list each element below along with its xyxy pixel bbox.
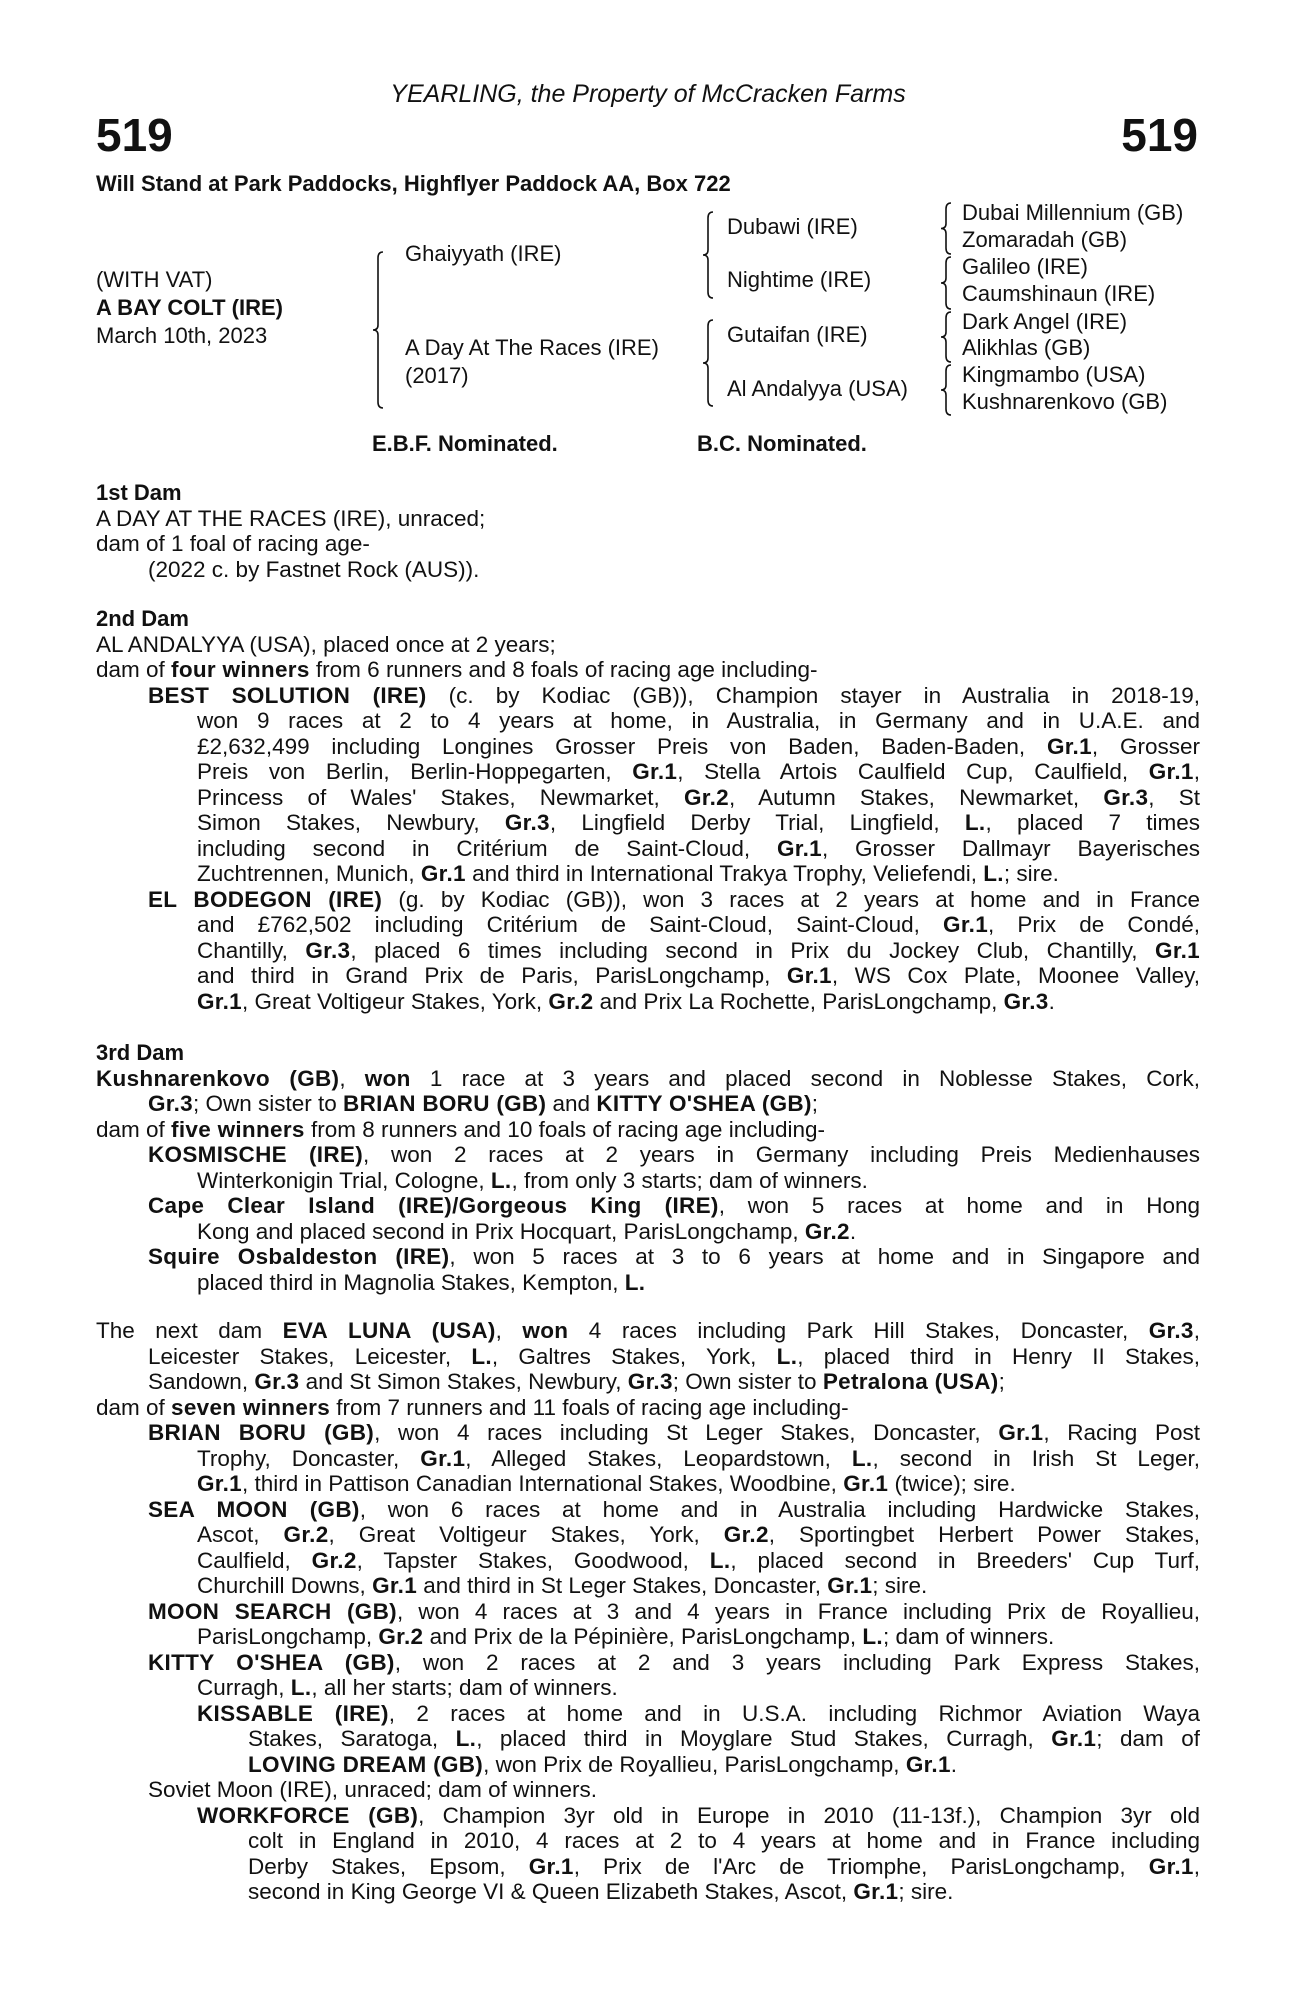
bold-text: LOVING DREAM (GB) (248, 1751, 484, 1777)
text: . (1048, 988, 1055, 1014)
text-line (197, 912, 1200, 938)
bold-text: SEA MOON (GB) (148, 1496, 360, 1522)
text: , Champion 3yr old in Europe in 2010 (11-13f.), Champion 3yr old (418, 1802, 1200, 1828)
text: The next dam (96, 1318, 283, 1343)
bold-text: Gr.1 (776, 835, 822, 861)
text: Trophy, Doncaster, (197, 1445, 421, 1471)
text-line (148, 1777, 1200, 1803)
bold-text: Gr.3 (504, 810, 550, 835)
text: ; sire. (1003, 861, 1059, 886)
text: , Prix de Condé, (988, 912, 1200, 937)
pedigree-brace-6 (941, 312, 951, 362)
bold-text: Petralona (USA) (822, 1369, 999, 1394)
bold-text: Gr.2 (311, 1547, 357, 1573)
text-line (197, 1701, 1200, 1727)
text: , Galtres Stakes, York, (491, 1343, 777, 1369)
text: (g. by Kodiac (GB)), won 3 races at 2 years at home and in France (382, 886, 1200, 912)
bold-text: Gr.2 (683, 784, 729, 810)
pedigree-gen3-7: Kingmambo (USA) (962, 362, 1146, 387)
bold-text: L. (455, 1726, 477, 1751)
text: , WS Cox Plate, Moonee Valley, (831, 963, 1200, 988)
text: , won 4 races at 3 and 4 years in France including Prix de Royallieu, (396, 1598, 1200, 1624)
bold-text: Gr.1 (1155, 937, 1200, 963)
pedigree-gen3-8: Kushnarenkovo (GB) (962, 389, 1168, 414)
bold-text: L. (964, 810, 986, 835)
text: AL ANDALYYA (USA), placed once at 2 years; (96, 631, 556, 657)
text: , won 6 races at home and in Australia including Hardwicke Stakes, (359, 1496, 1200, 1522)
text-line (96, 657, 1200, 683)
bold-text: Gr.2 (548, 988, 594, 1014)
bold-text: Gr.1 (1148, 759, 1194, 784)
bold-text: KITTY O'SHEA (GB) (596, 1091, 812, 1116)
pedigree-gen3-1: Dubai Millennium (GB) (962, 200, 1184, 225)
pedigree-dam: A Day At The Races (IRE) (405, 335, 659, 360)
bold-text: L. (851, 1445, 873, 1471)
bold-text: Gr.1 (786, 963, 832, 988)
text-line (148, 1369, 1200, 1395)
text-line (197, 1446, 1200, 1472)
text-line (96, 632, 1200, 658)
text-line (148, 1497, 1200, 1523)
text: , won 2 races at 2 and 3 years including Park Express Stakes, (394, 1649, 1200, 1675)
text: (c. by Kodiac (GB)), Champion stayer in Australia in 2018-19, (426, 682, 1200, 708)
text: . (950, 1751, 958, 1777)
text-line (197, 1548, 1200, 1574)
bold-text: Gr.2 (723, 1522, 769, 1547)
text: from 7 runners and 11 foals of racing age including- (330, 1394, 849, 1420)
bold-text: EL BODEGON (IRE) (148, 886, 383, 912)
bc-nomination: B.C. Nominated. (697, 431, 867, 456)
pedigree-brace-2 (703, 212, 713, 298)
text-line (148, 1420, 1200, 1446)
text: Churchill Downs, (197, 1573, 373, 1598)
text-line (197, 1573, 1200, 1599)
bold-text: L. (624, 1269, 646, 1295)
text-line (148, 1650, 1200, 1676)
text: , (1193, 759, 1200, 784)
bold-text: BRIAN BORU (GB) (343, 1091, 547, 1116)
text-line (248, 1726, 1200, 1752)
text: , from only 3 starts; dam of winners. (511, 1167, 868, 1193)
bold-text: BEST SOLUTION (IRE) (148, 682, 427, 708)
text: Ascot, (197, 1522, 284, 1547)
text: , Autumn Stakes, Newmarket, (728, 784, 1104, 810)
vat-label: (WITH VAT) (96, 267, 213, 292)
text: and third in International Trakya Trophy, Veliefendi, (465, 861, 984, 886)
bold-text: Gr.3 (1003, 988, 1049, 1014)
bold-text: Gr.1 (827, 1573, 873, 1598)
text-line (148, 1091, 1200, 1117)
text: placed third in Magnolia Stakes, Kempton, (197, 1269, 625, 1295)
pedigree-brace-1 (373, 252, 383, 408)
bold-text: Gr.3 (305, 937, 351, 963)
text: , all her starts; dam of winners. (311, 1675, 618, 1700)
bold-text: Squire Osbaldeston (IRE) (148, 1244, 450, 1269)
text: , Alleged Stakes, Leopardstown, (465, 1445, 852, 1471)
text: Winterkonigin Trial, Cologne, (197, 1167, 491, 1193)
bold-text: KOSMISCHE (IRE) (148, 1142, 363, 1167)
text-line (96, 531, 1200, 557)
pedigree-gen3-6: Alikhlas (GB) (962, 335, 1091, 360)
bold-text: Gr.3 (627, 1369, 673, 1394)
text: , placed 7 times (985, 810, 1200, 835)
lot-number-left: 519 (96, 109, 173, 161)
stand-location: Will Stand at Park Paddocks, Highflyer Paddock AA, Box 722 (96, 171, 731, 196)
text: Kong and placed second in Prix Hocquart, ParisLongchamp, (197, 1218, 805, 1244)
text-line (96, 1395, 1200, 1421)
pedigree-gen3-5: Dark Angel (IRE) (962, 309, 1128, 334)
text: won 9 races at 2 to 4 years at home, in Australia, in Germany and in U.A.E. and (197, 708, 1200, 733)
text: from 8 runners and 10 foals of racing age including- (304, 1116, 826, 1142)
text: Caulfield, (197, 1547, 312, 1573)
text: colt in England in 2010, 4 races at 2 to 4 years at home and in France including (248, 1828, 1200, 1853)
ebf-nomination: E.B.F. Nominated. (372, 431, 558, 456)
text-line (148, 557, 1200, 583)
text: , (339, 1065, 365, 1091)
bold-text: Gr.1 (420, 861, 466, 886)
text: dam of 1 foal of racing age- (96, 531, 370, 556)
bold-text: Gr.1 (843, 1471, 889, 1496)
pedigree-sire-dam: Nightime (IRE) (727, 267, 872, 292)
text: Derby Stakes, Epsom, (248, 1853, 529, 1879)
pedigree-brace-4 (941, 203, 951, 254)
text-line (96, 1318, 1200, 1344)
bold-text: KISSABLE (IRE) (197, 1700, 389, 1726)
text: , won 5 races at 3 to 6 years at home and in Singapore and (449, 1244, 1200, 1269)
text: and third in Grand Prix de Paris, ParisLongchamp, (197, 963, 787, 988)
pedigree-sire-sire: Dubawi (IRE) (727, 214, 858, 239)
bold-text: Gr.1 (197, 988, 242, 1014)
pedigree-dam-dam: Al Andalyya (USA) (727, 376, 908, 401)
catalogue-title: YEARLING, the Property of McCracken Farms (390, 80, 906, 108)
text: and £762,502 including Critérium de Saint-Cloud, Saint-Cloud, (197, 912, 944, 937)
text: , (1193, 1853, 1200, 1879)
bold-text: L. (709, 1547, 731, 1573)
text: dam of (96, 1394, 172, 1420)
text-line (197, 1624, 1200, 1650)
text-line (197, 1270, 1200, 1296)
text-line (197, 759, 1200, 785)
text: and (546, 1091, 597, 1116)
text: , Great Voltigeur Stakes, York, (241, 988, 549, 1014)
text: , won 2 races at 2 years in Germany including Preis Medienhauses (363, 1142, 1200, 1167)
text: , (495, 1318, 523, 1343)
text-line (197, 1522, 1200, 1548)
text-line (96, 1066, 1200, 1092)
text: £2,632,499 including Longines Grosser Preis von Baden, Baden-Baden, (197, 733, 1047, 759)
text-line (148, 683, 1200, 709)
bold-text: seven winners (171, 1394, 331, 1420)
text-line (148, 1599, 1200, 1625)
text: . (849, 1218, 857, 1244)
text: including second in Critérium de Saint-Cloud, (197, 835, 777, 861)
bold-text: four winners (171, 657, 310, 682)
text: , Sportingbet Herbert Power Stakes, (768, 1522, 1200, 1547)
text: , Great Voltigeur Stakes, York, (328, 1522, 724, 1547)
text: 4 races including Park Hill Stakes, Doncaster, (568, 1318, 1149, 1343)
text: Princess of Wales' Stakes, Newmarket, (197, 784, 684, 810)
bold-text: Kushnarenkovo (GB) (96, 1065, 340, 1091)
text-line (197, 861, 1200, 887)
text: dam of (96, 657, 172, 682)
pedigree-dam-year: (2017) (405, 363, 469, 388)
text: , third in Pattison Canadian International Stakes, Woodbine, (241, 1471, 844, 1496)
text: Chantilly, (197, 937, 306, 963)
section-heading: 3rd Dam (96, 1040, 185, 1065)
text-line (148, 1344, 1200, 1370)
text: , St (1148, 784, 1200, 810)
text-line (197, 1675, 1200, 1701)
text: , Tapster Stakes, Goodwood, (356, 1547, 710, 1573)
text: (2022 c. by Fastnet Rock (AUS)). (148, 556, 480, 582)
bold-text: won (364, 1065, 411, 1091)
text: , Stella Artois Caulfield Cup, Caulfield, (677, 759, 1149, 784)
text: , placed third in Henry II Stakes, (797, 1343, 1200, 1369)
bold-text: Gr.1 (372, 1573, 418, 1598)
text-line (197, 1168, 1200, 1194)
text: ; sire. (898, 1879, 954, 1904)
text: ; Own sister to (672, 1369, 823, 1394)
text: , second in Irish St Leger, (872, 1445, 1200, 1471)
bold-text: L. (290, 1675, 312, 1700)
text: Curragh, (197, 1675, 291, 1700)
text-line (248, 1879, 1200, 1905)
text: from 6 runners and 8 foals of racing age including- (309, 657, 818, 682)
text: ; dam of winners. (882, 1624, 1055, 1649)
text-line (197, 989, 1200, 1015)
bold-text: L. (490, 1167, 512, 1193)
bold-text: L. (983, 861, 1004, 886)
bold-text: L. (862, 1624, 883, 1649)
text: dam of (96, 1116, 172, 1142)
bold-text: Gr.1 (632, 759, 678, 784)
text: , placed second in Breeders' Cup Turf, (730, 1547, 1200, 1573)
bold-text: Gr.1 (943, 912, 989, 937)
bold-text: L. (471, 1343, 492, 1369)
bold-text: Gr.2 (283, 1522, 329, 1547)
bold-text: Gr.1 (420, 1445, 466, 1471)
text: , won 4 races including St Leger Stakes, Doncaster, (374, 1420, 999, 1445)
pedigree-gen3-4: Caumshinaun (IRE) (962, 281, 1156, 306)
text-line (197, 938, 1200, 964)
text: , won 5 races at home and in Hong (718, 1193, 1200, 1218)
bold-text: Gr.2 (378, 1624, 424, 1649)
text: second in King George VI & Queen Elizabeth Stakes, Ascot, (248, 1879, 854, 1904)
horse-name: A BAY COLT (IRE) (96, 295, 284, 320)
text: ; sire. (872, 1573, 928, 1598)
text: Soviet Moon (IRE), unraced; dam of winners. (148, 1777, 597, 1802)
text-line (197, 1219, 1200, 1245)
bold-text: Gr.3 (148, 1091, 193, 1116)
text-line (197, 708, 1200, 734)
text: ; Own sister to (192, 1091, 344, 1116)
text: , 2 races at home and in U.S.A. including Richmor Aviation Waya (388, 1700, 1200, 1726)
pedigree-gen3-3: Galileo (IRE) (962, 254, 1088, 279)
bold-text: Gr.1 (197, 1471, 242, 1496)
bold-text: Gr.1 (528, 1853, 574, 1879)
pedigree-dam-sire: Gutaifan (IRE) (727, 322, 868, 347)
text-line (248, 1854, 1200, 1880)
bold-text: Gr.1 (905, 1751, 951, 1777)
text: and Prix La Rochette, ParisLongchamp, (593, 988, 1004, 1014)
text-line (148, 1193, 1200, 1219)
bold-text: Gr.1 (1046, 733, 1092, 759)
bold-text: Gr.1 (1051, 1726, 1097, 1751)
bold-text: MOON SEARCH (GB) (148, 1598, 397, 1624)
text: , Grosser (1091, 733, 1200, 759)
text: , Lingfield Derby Trial, Lingfield, (549, 810, 965, 835)
bold-text: Gr.3 (254, 1369, 300, 1394)
text: ; (811, 1091, 819, 1116)
text: ; (998, 1369, 1005, 1394)
text: ; dam of (1096, 1726, 1200, 1751)
pedigree-brace-5 (941, 257, 951, 309)
bold-text: Cape Clear Island (IRE)/Gorgeous King (IRE) (148, 1193, 719, 1218)
text-line (197, 836, 1200, 862)
text: , placed third in Moyglare Stud Stakes, Curragh, (476, 1726, 1052, 1751)
pedigree-gen3-2: Zomaradah (GB) (962, 227, 1128, 252)
bold-text: won (522, 1318, 569, 1343)
bold-text: WORKFORCE (GB) (197, 1802, 419, 1828)
text: Preis von Berlin, Berlin-Hoppegarten, (197, 759, 633, 784)
text: Zuchtrennen, Munich, (197, 861, 421, 886)
foaling-date: March 10th, 2023 (96, 323, 268, 348)
text-line (248, 1752, 1200, 1778)
bold-text: five winners (171, 1116, 305, 1142)
text: , won Prix de Royallieu, ParisLongchamp, (483, 1751, 906, 1777)
pedigree-brace-3 (703, 320, 713, 406)
text: , (1193, 1318, 1200, 1343)
text-line (148, 1142, 1200, 1168)
text: ParisLongchamp, (197, 1624, 379, 1649)
text: , Prix de l'Arc de Triomphe, ParisLongchamp, (573, 1853, 1149, 1879)
text-line (96, 506, 1200, 532)
bold-text: KITTY O'SHEA (GB) (148, 1649, 395, 1675)
section-heading: 1st Dam (96, 480, 182, 505)
text: Simon Stakes, Newbury, (197, 810, 505, 835)
text: Stakes, Saratoga, (248, 1726, 456, 1751)
text: Sandown, (148, 1369, 255, 1394)
pedigree-sire: Ghaiyyath (IRE) (405, 241, 562, 266)
text-line (148, 1244, 1200, 1270)
text: and Prix de la Pépinière, ParisLongchamp, (423, 1624, 863, 1649)
text: Leicester Stakes, Leicester, (148, 1343, 472, 1369)
lot-number-right: 519 (1121, 109, 1198, 161)
bold-text: Gr.1 (998, 1420, 1044, 1445)
text: 1 race at 3 years and placed second in Noblesse Stakes, Cork, (410, 1065, 1200, 1091)
text-line (197, 1803, 1200, 1829)
text: , Racing Post (1043, 1420, 1200, 1445)
text-line (197, 810, 1200, 836)
pedigree-brace-7 (941, 365, 951, 415)
bold-text: EVA LUNA (USA) (282, 1318, 496, 1343)
text: , Grosser Dallmayr Bayerisches (821, 835, 1200, 861)
text: (twice); sire. (888, 1471, 1016, 1496)
text-line (148, 887, 1200, 913)
bold-text: BRIAN BORU (GB) (148, 1420, 375, 1445)
bold-text: Gr.1 (853, 1879, 899, 1904)
text-line (197, 1471, 1200, 1497)
text: and third in St Leger Stakes, Doncaster, (417, 1573, 828, 1598)
bold-text: Gr.3 (1148, 1318, 1194, 1343)
text-line (248, 1828, 1200, 1854)
text-line (197, 785, 1200, 811)
bold-text: Gr.3 (1103, 784, 1149, 810)
bold-text: Gr.1 (1148, 1853, 1194, 1879)
text-line (96, 1117, 1200, 1143)
bold-text: Gr.2 (804, 1218, 850, 1244)
text-line (197, 963, 1200, 989)
section-heading: 2nd Dam (96, 606, 189, 631)
text: A DAY AT THE RACES (IRE), unraced; (96, 505, 486, 531)
bold-text: L. (776, 1343, 798, 1369)
text: , placed 6 times including second in Prix du Jockey Club, Chantilly, (350, 937, 1156, 963)
text-line (197, 734, 1200, 760)
text: and St Simon Stakes, Newbury, (299, 1369, 628, 1394)
